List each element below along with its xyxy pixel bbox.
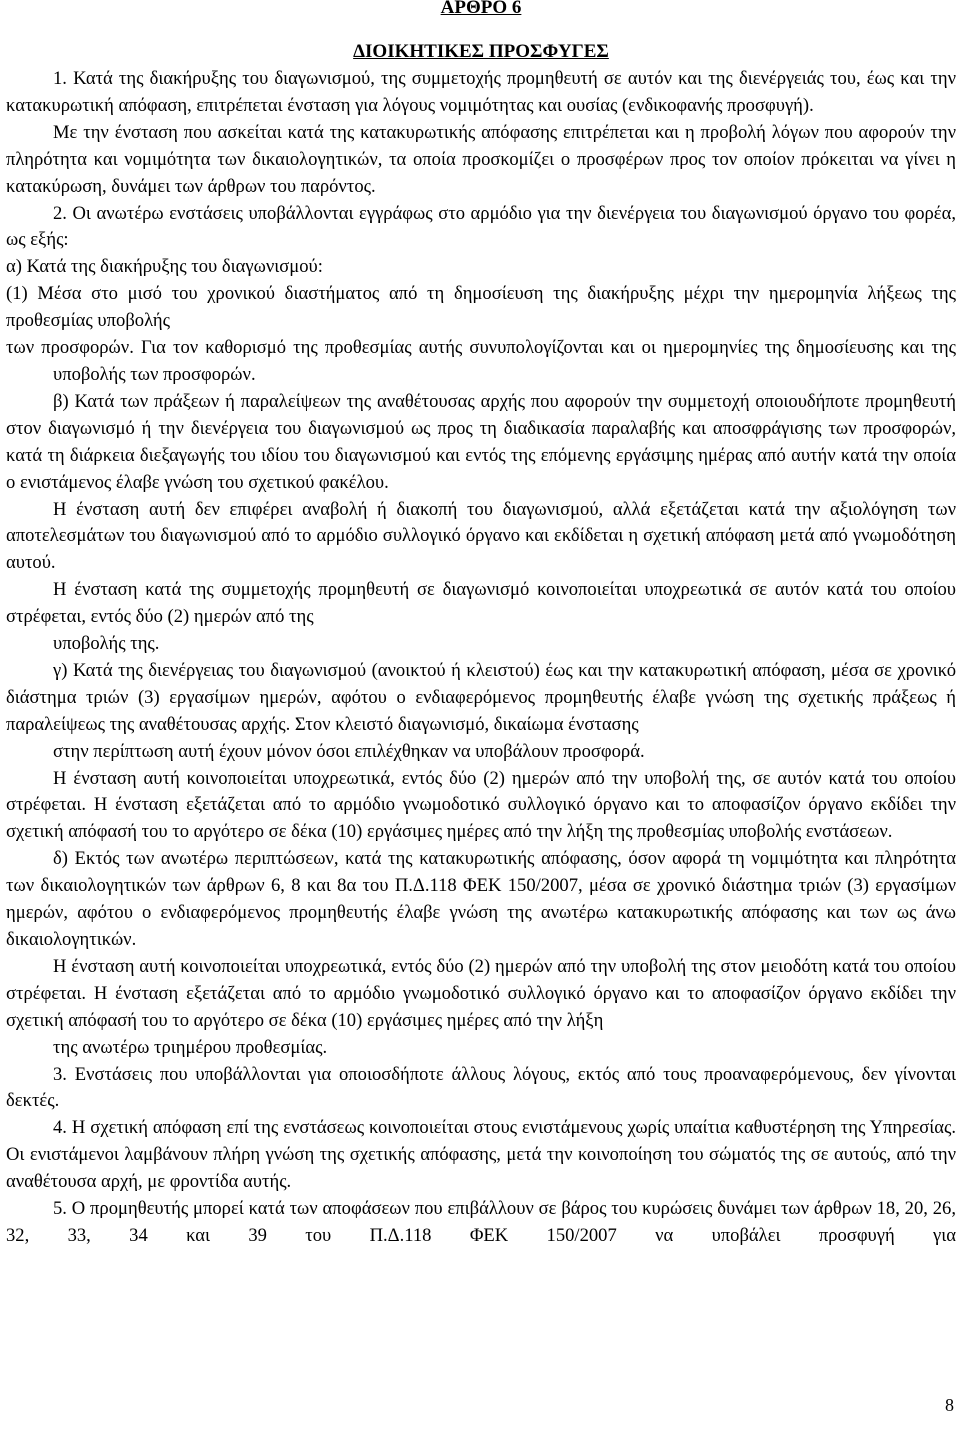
paragraph-2c: γ) Κατά της διενέργειας του διαγωνισμού (ανοικτού ή κλειστού) έως και την κατακυρωτική απόφαση, μέσα σε χρονικό διάστημα τριών (3) εργασίμων ημερών, αφότου ο ενδιαφερόμενος προμηθευτής έλαβε γνώση της σχετικής πράξεως ή παραλείψεως της αναθέτουσας αρχής. Στον κλειστό διαγωνισμό, δικαίωμα ένστασης [6,659,956,735]
paragraph-2a-heading: α) Κατά της διακήρυξης του διαγωνισμού: [6,256,323,278]
paragraph-2d-notification: Η ένσταση αυτή κοινοποιείται υποχρεωτικά, εντός δύο (2) ημερών από την υποβολή της στον μειοδότη κατά του οποίου στρέφεται. Η ένσταση εξετάζεται από το αρμόδιο γνωμοδοτικό συλλογικό όργανο και το αποφασίζον όργανο εκδίδει την σχετική απόφασή του το αργότερο σε δέκα (10) εργάσιμες ημέρες από την λήξη [6,955,956,1031]
paragraph-4: 4. Η σχετική απόφαση επί της ενστάσεως κοινοποιείται στους ενιστάμενους χωρίς υπαίτια καθυστέρηση της Υπηρεσίας. Οι ενιστάμενοι λαμβάνουν πλήρη γνώση της σχετικής απόφασης, μετά την κοινοποίηση του σώματός της σε αυτούς, από την αναθέτουσα αρχή, με φροντίδα αυτής. [6,1117,956,1193]
section-title: ΔΙΟΙΚΗΤΙΚΕΣ ΠΡΟΣΦΥΓΕΣ [353,41,609,62]
paragraph-3: 3. Ενστάσεις που υποβάλλονται για οποιοσδήποτε άλλους λόγους, εκτός από τους προαναφερόμενους, δεν γίνονται δεκτές. [6,1063,956,1112]
paragraph-2b-notification: Η ένσταση κατά της συμμετοχής προμηθευτή σε διαγωνισμό κοινοποιείται υποχρεωτικά σε αυτόν κατά του οποίου στρέφεται, εντός δύο (2) ημερών από της [6,579,956,628]
paragraph-2b: β) Κατά των πράξεων ή παραλείψεων της αναθέτουσας αρχής που αφορούν την συμμετοχή οποιουδήποτε προμηθευτή στον διαγωνισμό ή την διενέργεια του διαγωνισμού ως προς τη διαδικασία παραλαβής και αποσφράγισης των προσφορών, κατά τη διάρκεια διεξαγωγής του ιδίου του διαγωνισμού και εντός της επόμενης εργάσιμης ημέρας από αυτήν κατά την οποία ο ενιστάμενος έλαβε γνώση του σχετικού φακέλου. [6,390,956,493]
paragraph-2b-notification-end: υποβολής της. [53,633,160,655]
paragraph-2d-notification-end: της ανωτέρω τριημέρου προθεσμίας. [53,1036,328,1058]
page-number: 8 [945,1395,954,1415]
paragraph-2a-1: (1) Μέσα στο μισό του χρονικού διαστήματος από τη δημοσίευση της διακήρυξης μέχρι την ημερομηνία λήξεως της προθεσμίας υποβολής [6,283,956,332]
document-page [6,0,956,1250]
paragraph-2c-notification: Η ένσταση αυτή κοινοποιείται υποχρεωτικά, εντός δύο (2) ημερών από την υποβολή της, σε αυτόν κατά του οποίου στρέφεται. Η ένσταση εξετάζεται από το αρμόδιο γνωμοδοτικό συλλογικό όργανο και το αποφασίζον όργανο εκδίδει την σχετική απόφασή του το αργότερο σε δέκα (10) εργάσιμες ημέρες από την λήξη της προθεσμίας υποβολής ενστάσεων. [6,767,956,843]
paragraph-2d: δ) Εκτός των ανωτέρω περιπτώσεων, κατά της κατακυρωτικής απόφασης, όσον αφορά τη νομιμότητα και πληρότητα των δικαιολογητικών των άρθρων 6, 8 και 8α του Π.Δ.118 ΦΕΚ 150/2007, μέσα σε χρονικό διάστημα τριών (3) εργασίμων ημερών, αφότου ο ενδιαφερόμενος προμηθευτής έλαβε γνώση της ανωτέρω κατακυρωτικής απόφασης και των ως άνω δικαιολογητικών. [6,848,956,950]
paragraph-2: 2. Οι ανωτέρω ενστάσεις υποβάλλονται εγγράφως στο αρμόδιο για την διενέργεια του διαγωνισμού όργανο του φορέα, ως εξής: [6,202,956,251]
paragraph-1: 1. Κατά της διακήρυξης του διαγωνισμού, της συμμετοχής προμηθευτή σε αυτόν και της διενέργειάς του, έως και την κατακυρωτική απόφαση, επιτρέπεται ένσταση για λόγους νομιμότητας και ουσίας (ενδικοφανής προσφυγή). [6,68,956,116]
paragraph-2b-effect: Η ένσταση αυτή δεν επιφέρει αναβολή ή διακοπή του διαγωνισμού, αλλά εξετάζεται κατά την αξιολόγηση των αποτελεσμάτων του διαγωνισμού από το αρμόδιο συλλογικό όργανο και εκδίδεται η σχετική απόφαση μετά από γνωμοδότηση αυτού. [6,498,956,574]
paragraph-1-objection-scope: Με την ένσταση που ασκείται κατά της κατακυρωτικής απόφασης επιτρέπεται και η προβολή λόγων που αφορούν την πληρότητα και νομιμότητα των δικαιολογητικών, τα οποία προσκομίζει ο προσφέρων προς τον οποίον πρόκειται να γίνει η κατακύρωση, δυνάμει των άρθρων του παρόντος. [6,121,956,197]
paragraph-2c-continued: στην περίπτωση αυτή έχουν μόνον όσοι επιλέχθηκαν να υποβάλουν προσφορά. [53,740,645,762]
paragraph-2a-1-continued: των προσφορών. Για τον καθορισμό της προθεσμίας αυτής συνυπολογίζονται και οι ημερομηνίες της δημοσίευσης και της υποβολής των προσφορών. [6,337,956,385]
article-title: ΑΡΘΡΟ 6 [440,0,522,18]
paragraph-5: 5. Ο προμηθευτής μπορεί κατά των αποφάσεων που επιβάλλουν σε βάρος του κυρώσεις δυνάμει των άρθρων 18, 20, 26, 32, 33, 34 και 39 του Π.Δ.118 ΦΕΚ 150/2007 να υποβάλει προσφυγή για [6,1198,956,1246]
